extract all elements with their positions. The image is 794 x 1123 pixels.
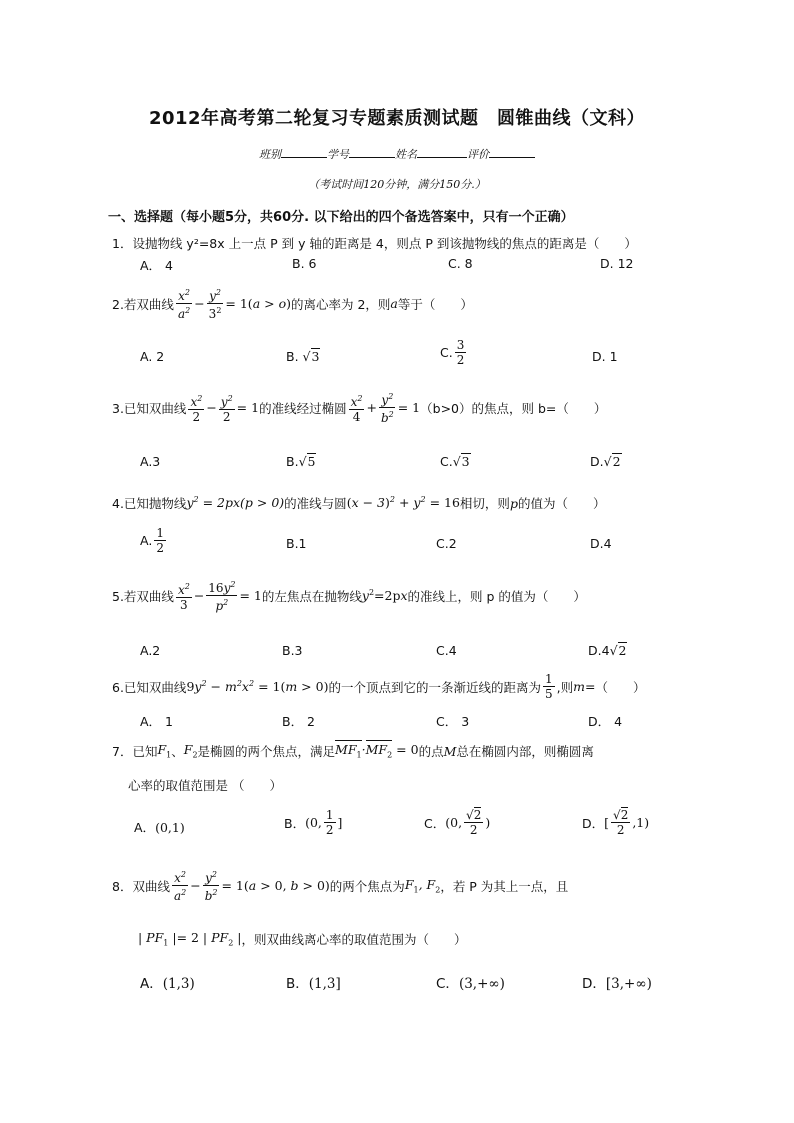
- q8-option-d: D．[3,+∞): [582, 976, 652, 992]
- q3-option-d: D.√2: [590, 454, 621, 469]
- class-label: 班别: [259, 148, 281, 161]
- q6-option-c: C． 3: [436, 714, 470, 729]
- q4-middle: 的准线与圆: [284, 496, 347, 511]
- q8-prefix: 8．双曲线: [112, 878, 170, 894]
- q2-middle: 的离心率为 2，则: [290, 296, 391, 312]
- question-1: [112, 234, 637, 252]
- q7-option-b: B． (0, $\frac{1}{2}$ ]: [284, 808, 343, 837]
- q6-middle: 的一个顶点到它的一条渐近线的距离为: [328, 679, 541, 695]
- id-label: 学号: [327, 148, 349, 161]
- q3-option-c: C.√3: [440, 454, 470, 469]
- q3-option-a: A.3: [140, 454, 161, 469]
- q3-suffix: （b>0）的焦点，则 b=（ ）: [420, 400, 607, 416]
- q2-frac-x: $\frac{x^2}{a^2}$: [177, 288, 191, 321]
- q4-option-d: D.4: [590, 536, 612, 551]
- name-blank: [417, 146, 467, 158]
- question-5: 5.若双曲线 $\frac{x^2}{3}$ − $\frac{16y^2}{p^2}$ = 1 的左焦点在抛物线 $y^2=2px$ 的准线上，则 p 的值为（ ）: [112, 580, 586, 613]
- q7-suffix-b: 总在椭圆内部，则椭圆离: [456, 744, 594, 759]
- q8-option-a: A．(1,3): [140, 976, 195, 992]
- q4-prefix: 4.已知抛物线: [112, 496, 187, 511]
- page-title: 2012年高考第二轮复习专题素质测试题 圆锥曲线（文科）: [148, 108, 646, 129]
- q1-option-d: D. 12: [600, 256, 634, 271]
- q6-suffix-b: （ ）: [595, 679, 646, 695]
- id-blank: [349, 146, 395, 158]
- q6-option-d: D． 4: [588, 714, 623, 729]
- name-label: 姓名: [395, 148, 417, 161]
- question-8-line-2: | $PF_1$ |= 2 | $PF_2$ | ，则双曲线离心率的取值范围为（ ）: [138, 930, 467, 948]
- q3-middle: 的准线经过椭圆: [259, 400, 347, 416]
- q7-option-a: A．(0,1): [134, 820, 185, 835]
- q2-option-c: C. $\frac{3}{2}$: [440, 338, 465, 367]
- q5-option-a: A.2: [140, 643, 161, 658]
- question-7-line-2: 心率的取值范围是 （ ）: [128, 778, 282, 793]
- score-label: 评价: [467, 148, 489, 161]
- q8-line-2-text: ，则双曲线离心率的取值范围为（ ）: [241, 932, 467, 947]
- score-blank: [489, 146, 535, 158]
- question-6: 6.已知双曲线 $9y^2 - m^2x^2 = 1(m > 0)$ 的一个顶点到它的一条渐近线的距离为 $\frac{1}{5}$ ,则 m = （ ）: [112, 672, 646, 701]
- question-2: 2.若双曲线 $\frac{x^2}{a^2}$ − $\frac{y^2}{3^2}$ = 1(a > o) 的离心率为 2，则 a 等于（ ）: [112, 288, 473, 321]
- q5-middle: 的左焦点在抛物线: [261, 588, 362, 604]
- q2-prefix: 2.若双曲线: [112, 296, 174, 312]
- q4-suffix-a: 相切，则: [459, 496, 510, 511]
- q6-suffix-a: ,则: [556, 679, 574, 695]
- q2-option-a: A. 2: [140, 349, 165, 364]
- q7-option-d: D． [ $\frac{√2}{2}$ ,1): [582, 808, 650, 837]
- q4-suffix-b: 的值为（ ）: [517, 496, 606, 511]
- class-blank: [281, 146, 327, 158]
- q7-middle: 是椭圆的两个焦点，满足: [197, 744, 336, 759]
- q5-option-d: D.4√2: [588, 643, 627, 658]
- q8-suffix: ，若 P 为其上一点，且: [440, 878, 569, 894]
- q7-prefix: 7．已知: [112, 744, 158, 759]
- q5-option-c: C.4: [436, 643, 457, 658]
- q6-prefix: 6.已知双曲线: [112, 679, 187, 695]
- q1-option-c: C. 8: [448, 256, 473, 271]
- q1-option-b: B. 6: [292, 256, 317, 271]
- q3-option-b: B.√5: [286, 454, 316, 469]
- q5-suffix: 的准线上，则 p 的值为（ ）: [407, 588, 586, 604]
- student-info-line: [0, 146, 794, 162]
- question-4: 4.已知抛物线 $y^2 = 2px(p > 0)$ 的准线与圆 $(x - 3)^2 + y^2 = 16$ 相切，则 p 的值为（ ）: [112, 495, 606, 511]
- q1-option-a: A． 4: [140, 258, 173, 273]
- q3-prefix: 3.已知双曲线: [112, 400, 187, 416]
- question-7: 7．已知 $F_1$ 、 $F_2$ 是椭圆的两个焦点，满足 $MF_1\cdot MF_2 = 0$ 的点 M 总在椭圆内部，则椭圆离: [112, 742, 594, 760]
- q7-suffix-a: 的点: [418, 744, 444, 759]
- q2-frac-y: $\frac{y^2}{3^2}$: [208, 288, 222, 321]
- question-1-text: 1．设抛物线 y²=8x 上一点 P 到 y 轴的距离是 4，则点 P 到该抛物线的焦点的距离是（ ）: [112, 236, 637, 251]
- q2-suffix: 等于（ ）: [397, 296, 473, 312]
- question-3: 3.已知双曲线 $\frac{x^2}{2}$ − $\frac{y^2}{2}$ = 1 的准线经过椭圆 $\frac{x^2}{4}$ + $\frac{y^2}{b^2}$ = 1 （b>0）的焦点，则 b=（ ）: [112, 392, 607, 425]
- q2-option-b: B. √3: [286, 349, 320, 364]
- q6-option-a: A． 1: [140, 714, 173, 729]
- q5-option-b: B.3: [282, 643, 303, 658]
- q8-option-b: B．(1,3]: [286, 976, 341, 992]
- exam-note: （考试时间120分钟，满分150分.）: [308, 178, 486, 191]
- q6-option-b: B． 2: [282, 714, 316, 729]
- q8-middle: 的两个焦点为: [329, 878, 405, 894]
- question-8: 8．双曲线 $\frac{x^2}{a^2}$ − $\frac{y^2}{b^2}$ = 1(a > 0, b > 0) 的两个焦点为 $F_1$, $F_2$ ，若 P 为其上一点，且: [112, 870, 569, 903]
- q7-option-c: C． (0, $\frac{√2}{2}$ ): [424, 808, 491, 837]
- q8-option-c: C．(3,+∞): [436, 976, 505, 992]
- q4-option-c: C.2: [436, 536, 457, 551]
- q5-prefix: 5.若双曲线: [112, 588, 174, 604]
- q4-option-a: A. $\frac{1}{2}$: [140, 526, 164, 555]
- q4-option-b: B.1: [286, 536, 307, 551]
- q2-option-d: D. 1: [592, 349, 618, 364]
- section-heading: 一、选择题（每小题5分，共60分. 以下给出的四个备选答案中，只有一个正确）: [108, 210, 574, 225]
